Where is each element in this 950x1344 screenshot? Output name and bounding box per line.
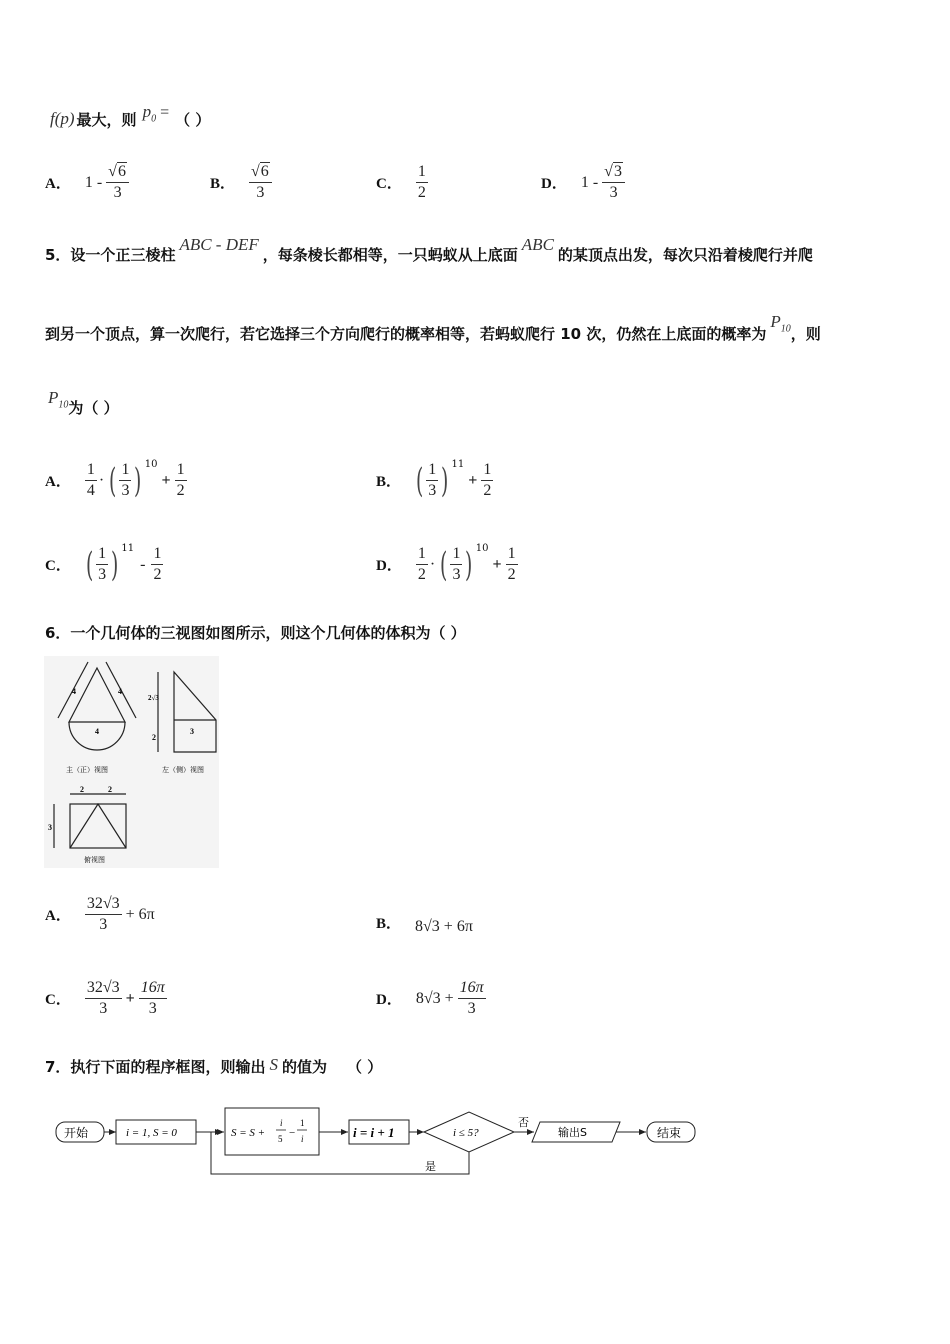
dim-label-3: 3 [190, 727, 194, 736]
three-view-diagram [44, 656, 219, 868]
q7-stem-text: 7．执行下面的程序框图，则输出 [45, 1058, 266, 1076]
right-paren: ) [111, 544, 119, 585]
q4-option-c[interactable] [376, 162, 428, 203]
q6-option-b[interactable] [376, 912, 473, 933]
option-letter: B． [376, 916, 402, 932]
left-paren: ( [416, 460, 424, 501]
option-tail: + 6π [125, 905, 155, 923]
base-fraction: $\frac{1}{3}$ [428, 461, 437, 499]
top-view-label: 俯视图 [84, 856, 105, 864]
flowchart [50, 1100, 710, 1180]
exponent: 11 [121, 543, 135, 554]
q4-var: $p_0$ [142, 101, 157, 125]
yes-label: 是 [425, 1160, 436, 1173]
q7-stem [45, 1056, 382, 1077]
option-letter: A． [45, 474, 71, 490]
right-paren: ) [465, 544, 473, 585]
q5-prob-var-2: $P_{10}$ [48, 388, 69, 411]
option-letter: C． [45, 558, 71, 574]
option-expr: 8√3 + 6π [415, 917, 473, 935]
q5-option-a[interactable] [45, 460, 187, 501]
option-letter: C． [376, 176, 402, 192]
option-fraction: $\frac{√3}{3}$ [602, 162, 625, 203]
q4-text: 最大，则 [76, 110, 137, 129]
dim-label-2sqrt3: 2√3 [148, 694, 159, 702]
dim-label-left: 4 [72, 687, 76, 696]
option-fraction: $\frac{16\pi}{3}$ [459, 979, 484, 1017]
right-fraction: $\frac{1}{2}$ [507, 545, 516, 583]
right-fraction: $\frac{1}{2}$ [483, 461, 492, 499]
right-fraction: $\frac{1}{2}$ [176, 461, 185, 499]
q5-prism: ABC - DEF [179, 234, 259, 254]
dim-label-base: 4 [95, 727, 99, 736]
right-fraction: $\frac{1}{2}$ [153, 545, 162, 583]
option-letter: B． [376, 474, 402, 490]
top-dim-right: 2 [108, 785, 112, 794]
option-fraction: $\frac{√6}{3}$ [106, 162, 129, 203]
plus-operator: + [125, 989, 135, 1007]
base-fraction: $\frac{1}{3}$ [98, 545, 107, 583]
q6-stem: 6．一个几何体的三视图如图所示，则这个几何体的体积为（ ） [45, 624, 466, 642]
left-paren: ( [85, 544, 94, 585]
right-paren: ) [441, 460, 449, 501]
q6-option-a[interactable] [45, 894, 155, 935]
q6-option-c[interactable] [45, 978, 167, 1019]
option-prefix: 1 - [580, 173, 599, 191]
option-letter: A． [45, 176, 71, 192]
q5-stem-line3 [48, 388, 119, 418]
option-letter: D． [376, 558, 402, 574]
output-label: 输出S [558, 1126, 587, 1139]
option-letter: D． [541, 176, 567, 192]
q5-line2-end: ，则 [790, 324, 821, 343]
dot-operator: · [429, 555, 436, 573]
q5-part2: ，每条棱长都相等，一只蚂蚁从上底面 [262, 246, 518, 264]
left-paren: ( [440, 544, 448, 585]
option-letter: A． [45, 908, 71, 924]
assign-f2-den: i [301, 1134, 304, 1144]
option-letter: B． [210, 176, 236, 192]
q5-part1: 5．设一个正三棱柱 [45, 246, 176, 264]
q4-func: f(p) [50, 109, 75, 128]
option-letter: C． [45, 992, 71, 1008]
option-fraction: $\frac{1}{2}$ [417, 163, 426, 201]
option-lead: 8√3 + [415, 989, 454, 1007]
option-fraction: $\frac{32√3}{3}$ [86, 895, 120, 933]
assign-minus: − [289, 1127, 296, 1139]
init-label: i = 1, S = 0 [126, 1127, 177, 1139]
end-label: 结束 [657, 1126, 682, 1140]
option-fraction-2: $\frac{16\pi}{3}$ [140, 979, 165, 1017]
start-label: 开始 [64, 1126, 89, 1140]
q5-line2: 到另一个顶点，算一次爬行，若它选择三个方向爬行的概率相等，若蚂蚁爬行 10 次，仍然在上底面的概率为 [45, 324, 767, 343]
q4-option-b[interactable] [210, 162, 272, 203]
option-prefix: 1 - [84, 173, 103, 191]
q7-paren: （ ） [346, 1058, 383, 1076]
plus-operator: + [161, 471, 171, 489]
coef-fraction: $\frac{1}{4}$ [86, 461, 95, 499]
no-label: 否 [518, 1116, 529, 1129]
q5-option-c[interactable] [45, 544, 163, 585]
q5-face: ABC [521, 234, 554, 254]
option-fraction-1: $\frac{32√3}{3}$ [86, 979, 120, 1017]
q7-stem-end: 的值为 [281, 1058, 327, 1076]
q4-eq: = [160, 104, 170, 121]
assign-f1-num: i [280, 1118, 283, 1128]
base-fraction: $\frac{1}{3}$ [121, 461, 130, 499]
q5-option-b[interactable] [376, 460, 493, 501]
q4-paren: （ ） [175, 110, 211, 129]
coef-fraction: $\frac{1}{2}$ [417, 545, 426, 583]
q5-part3: 的某顶点出发，每次只沿着棱爬行并爬 [557, 246, 813, 264]
q4-option-d[interactable] [541, 162, 625, 203]
q5-line3: 为（ ） [68, 398, 119, 417]
q5-stem-line2 [45, 312, 821, 344]
exponent: 11 [451, 459, 465, 470]
option-letter: D． [376, 992, 402, 1008]
option-fraction: $\frac{√6}{3}$ [249, 162, 272, 203]
side-view-label: 左（侧）视图 [162, 766, 204, 774]
minus-operator: - [140, 555, 146, 573]
q5-stem-line1 [45, 234, 813, 265]
front-view-label: 主（正）视图 [66, 766, 108, 774]
q5-option-d[interactable] [376, 544, 518, 585]
top-dim-height: 3 [48, 823, 52, 832]
exponent: 10 [144, 459, 158, 470]
assign-f1-den: 5 [278, 1134, 283, 1144]
left-paren: ( [109, 460, 117, 501]
plus-operator: + [492, 555, 502, 573]
increment-label: i = i + 1 [353, 1125, 395, 1140]
dot-operator: · [98, 471, 105, 489]
top-dim-left: 2 [80, 785, 84, 794]
q7-var: S [269, 1054, 278, 1074]
dim-label-2: 2 [152, 733, 156, 742]
q4-option-a[interactable] [45, 162, 129, 203]
assign-label: S = S + [231, 1127, 266, 1139]
assign-f2-num: 1 [300, 1118, 305, 1128]
plus-operator: + [468, 471, 478, 489]
q4-stem-line [50, 101, 211, 134]
q6-option-d[interactable] [376, 978, 486, 1019]
q5-prob-var: $P_{10}$ [770, 312, 791, 335]
condition-label: i ≤ 5? [453, 1127, 479, 1139]
dim-label-right: 4 [118, 687, 122, 696]
base-fraction: $\frac{1}{3}$ [452, 545, 461, 583]
exponent: 10 [475, 543, 489, 554]
right-paren: ) [134, 460, 142, 501]
